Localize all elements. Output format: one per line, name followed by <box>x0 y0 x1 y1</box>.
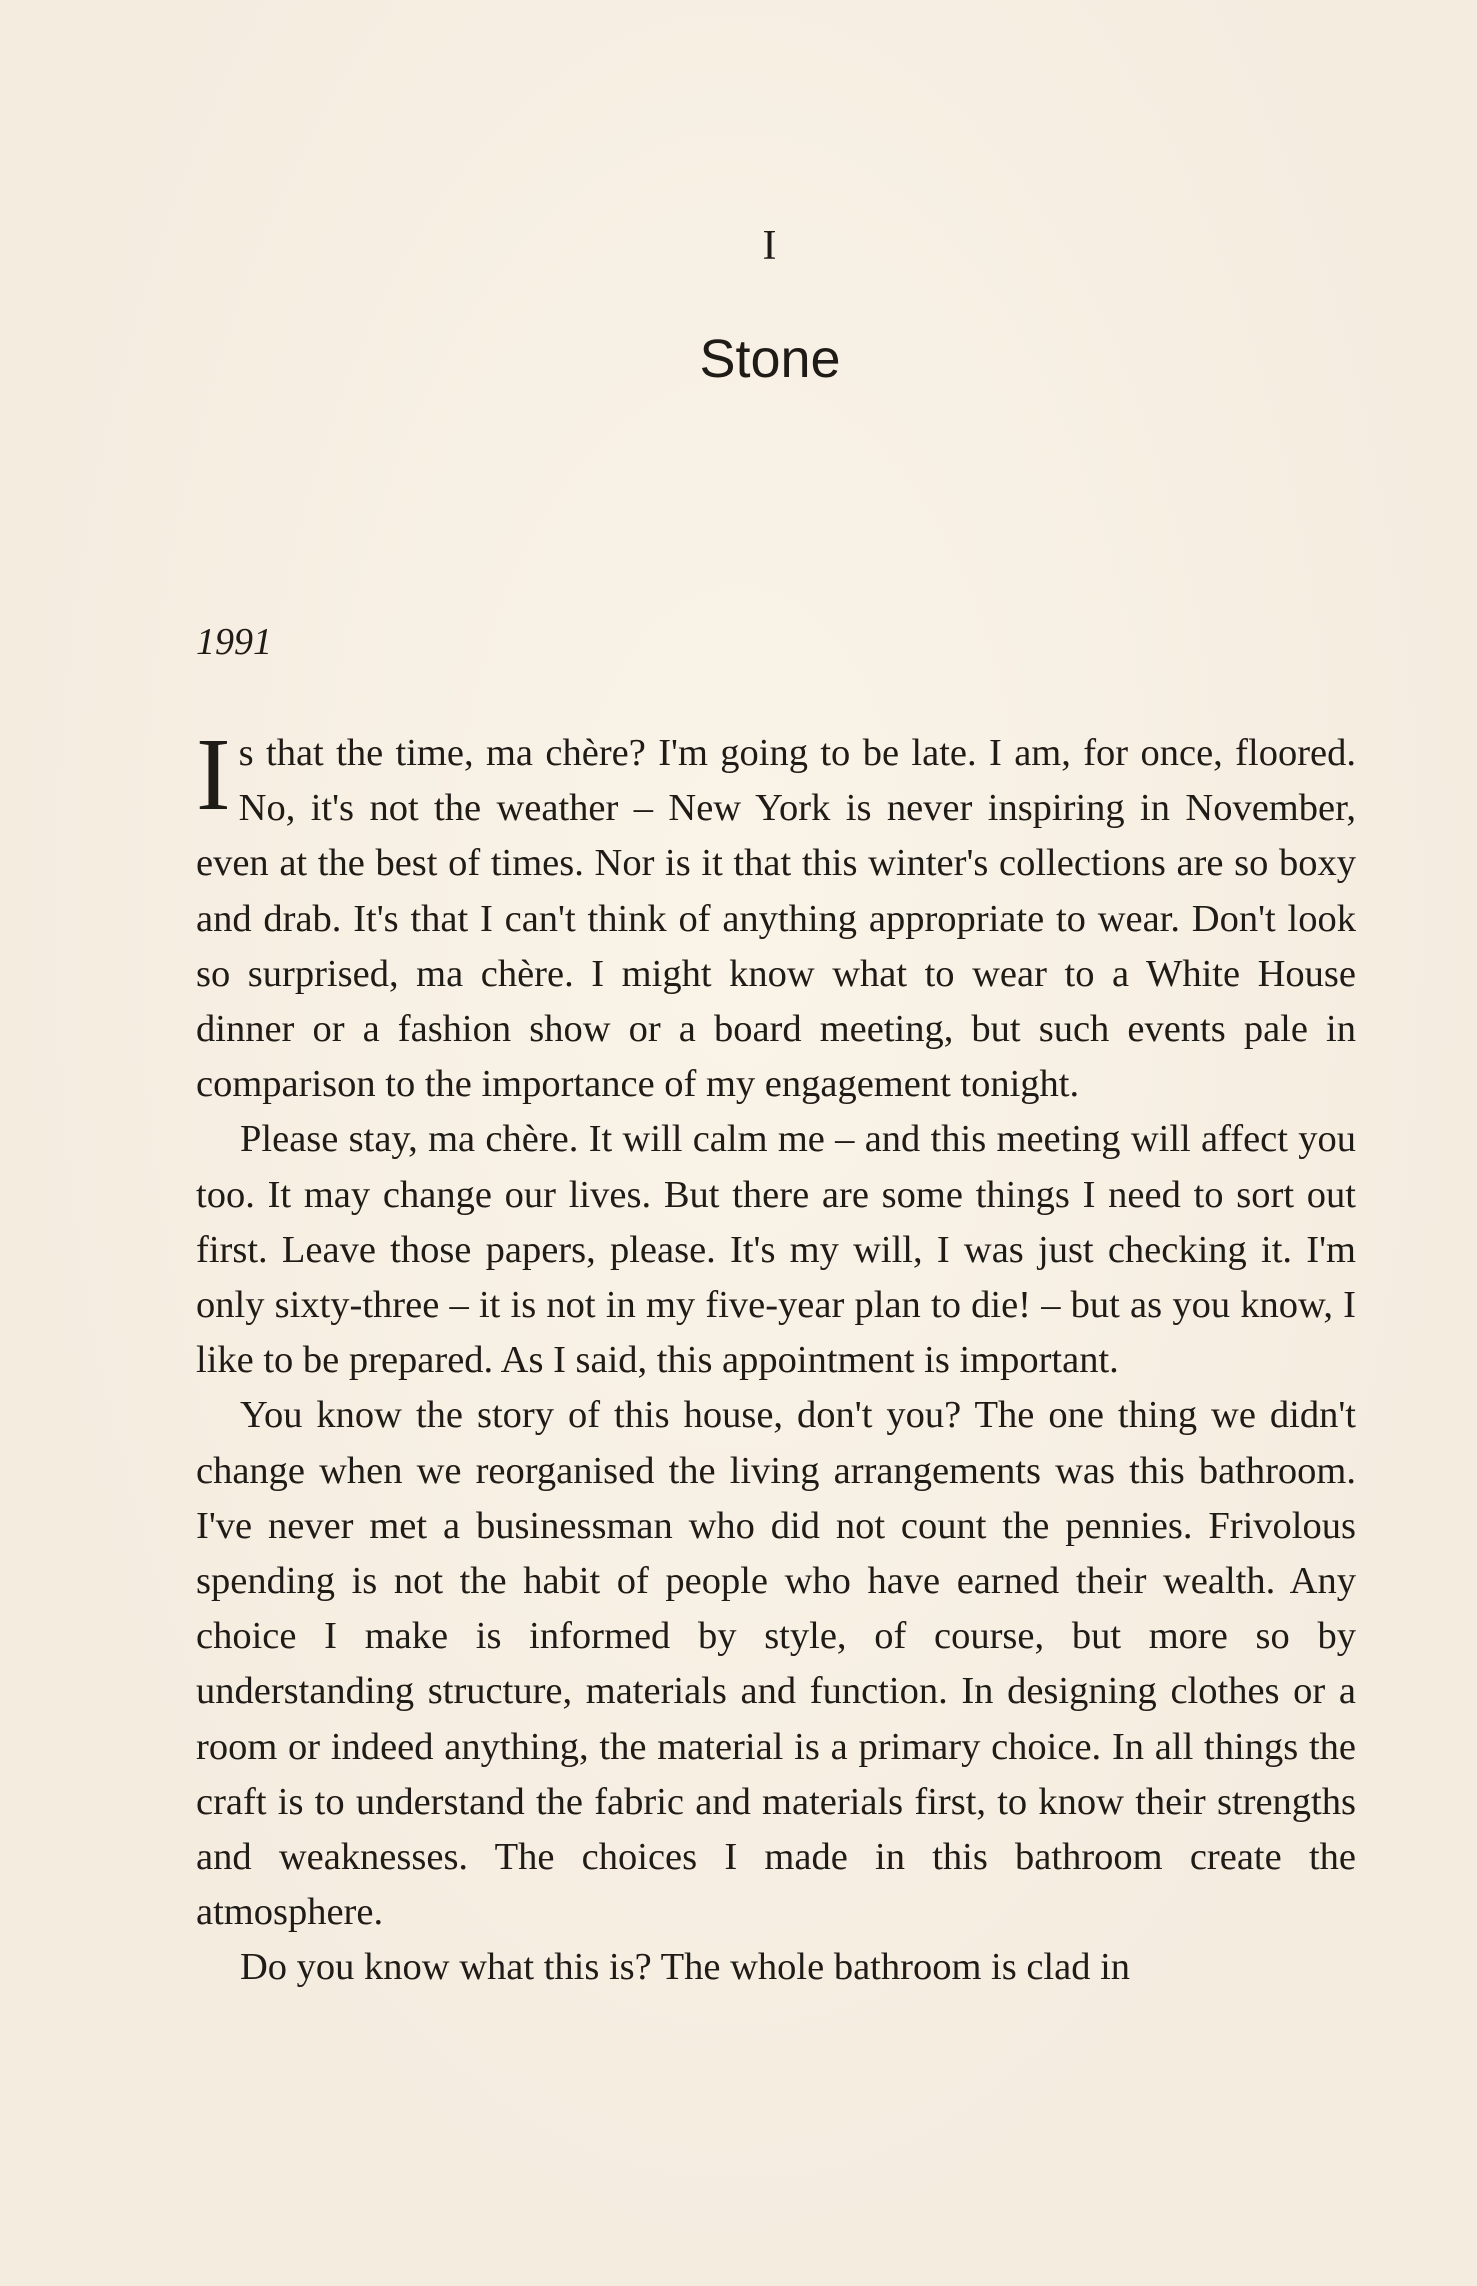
chapter-title: Stone <box>699 329 841 389</box>
paragraph-3: You know the story of this house, don't you? The one thing we didn't change when we reorganised the living arrangements was this bathroom. I've never met a businessman who did not count the pennies. Frivolous spending is not the habit of people who have earned their wealth. Any choice I make is informed by style, of course, but more so by understanding structure, materials and function. In designing clothes or a room or indeed anything, the material is a primary choice. In all things the craft is to understand the fabric and materials first, to know their strengths and weaknesses. The choices I made in this bathroom create the atmosphere. <box>196 1394 1356 1934</box>
paragraph-2: Please stay, ma chère. It will calm me – and this meeting will affect you too. It may change our lives. But there are some things I need to sort out first. Leave those papers, please. It's my will, I was just checking it. I'm only sixty-three – it is not in my five-year plan to die! – but as you know, I like to be prepared. As I said, this appointment is important. <box>196 1118 1356 1382</box>
paragraph-1-text: s that the time, ma chère? I'm going to be late. I am, for once, floored. No, it's not the weather – New York is never inspiring in November, even at the best of times. Nor is it that this winter's collections are so boxy and drab. It's that I can't think of anything appropriate to wear. Don't look so surprised, ma chère. I might know what to wear to a White House dinner or a fashion show or a board meeting, but such events pale in comparison to the importance of my engagement tonight. <box>196 732 1356 1106</box>
chapter-number: I <box>762 223 778 269</box>
dateline: 1991 <box>196 621 272 663</box>
body-text <box>196 717 1356 1996</box>
paragraph-1 <box>196 717 1356 1112</box>
drop-cap: I <box>196 717 231 832</box>
paragraph-4: Do you know what this is? The whole bathroom is clad in <box>240 1946 1131 1989</box>
